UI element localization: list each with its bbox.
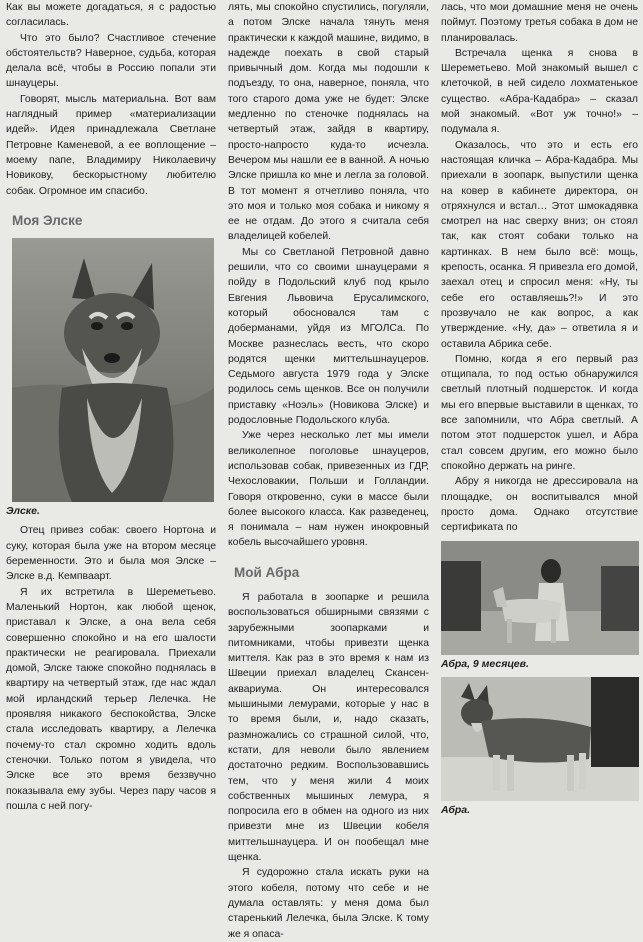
paragraph-thought: Говорят, мысль материальна. Вот вам наглядный пример «материализации идей». Идея принадлежала Светлане Петровне Каменевой, а ее воплощение – моему папе, Владимиру Николаевичу Новикову, бескорыстному любителю собак. Огромное им спасибо. [6, 93, 216, 197]
paragraph-meet: Встречала щенка я снова в Шереметьево. Мой знакомый вышел с клеточкой, в ней сидело лохматенькое существо. «Абра-Кадабра» – сказал мой знакомый. «Вот уж точно!» – подумала я. [441, 47, 638, 136]
photo-elske [12, 238, 214, 502]
photo-caption-abra-9-months: Абра, 9 месяцев. [441, 658, 529, 671]
photo-abra [441, 677, 639, 801]
column-2 [228, 0, 429, 940]
column-1 [6, 0, 216, 812]
section-title-abra: Мой Абра [234, 564, 300, 580]
section-title-elske: Моя Элске [12, 212, 83, 228]
paragraph-father: Отец привез собак: своего Нортона и суку, которая была уже на втором месяце беременности. Это и была моя Элске – Элске в.д. Кемпваарт. [6, 525, 216, 583]
paragraph-zoo: Я работала в зоопарке и решила воспользоваться обширными связями с зарубежными зоопарками и питомниками, чтобы привезти щенка миттеля. Как раз в это время к нам из Швеции приехал владелец Скансен-аквариума. Он интересовался мышиными лемурами, которые у нас в то время были, и, надо сказать, размножались со страшной силой, что, кстати, для неволи было явлением достаточно редким. Воспользовавшись тем, что у меня жили 4 моих собственных мышиных лемура, я попросила его в обмен на одного из них привезти мне из Швеции кобеля миттельшнауцера. И он пообещал мне щенка. [228, 591, 429, 864]
paragraph-walk: лять, мы спокойно спустились, погуляли, а потом Элске начала тянуть меня практически к каждой машине, видимо, в надежде поехать в свой старый привычный дом. Когда мы подошли к подъезду, то она, наверное, поняла, что того старого дома уже не будет: Элске медленно по стеночке поднялась на четвертый этаж, зайдя в квартиру, просто-напросто куда-то исчезла. Вечером мы нашли ее в ванной. А ночью Элске пришла ко мне и легла за головой. В тот момент я отчетливо поняла, что это моя и только моя собака и никому я ее не отдам. До этого я считала себя владелицей кобелей. [228, 2, 429, 243]
paragraph-search: Я судорожно стала искать руки на этого кобеля, потому что себе и не думала оставлять: у меня дома был старенький Лелечка, была Элске. К тому же я опаса- [228, 867, 429, 940]
paragraph-top: лась, что мои домашние меня не очень поймут. Поэтому третья собака в дом не планировалась. [441, 2, 638, 44]
photo-caption-elske: Элске. [6, 505, 40, 518]
paragraph-met: Я их встретила в Шереметьево. Маленький Нортон, как любой щенок, приставал к Элске, а она вела себя совершенно спокойно и на его шалости практически не реагировала. Приехали домой, Элске также спокойно поднялась в квартиру на четвертый этаж, где нас ждал мой ирландский терьер Лелечка. Не проявляя никакого беспокойства, Элске стала исследовать квартиру, а Лелечка почему-то стал скромно ходить вдоль стеночки. Только потом я увидела, что Элске все это время беззвучно показывала ему зубы. Через пару часов я пошла с ней погу- [6, 586, 216, 812]
paragraph-question: Что это было? Счастливое стечение обстоятельств? Наверное, судьба, которая делала всё, чтобы в Россию попали эти шнауцеры. [6, 32, 216, 90]
column-3 [441, 0, 638, 816]
paragraph-years: Уже через несколько лет мы имели великолепное поголовье шнауцеров, использовав собак, привезенных из ГДР, Чехословакии, Польши и Голландии. Говоря откровенно, суки в массе были более высокого класса. Как разведенец, я понимала – нам нужен инокровный кобель высочайшего уровня. [228, 430, 429, 549]
dog-show-photo [441, 541, 639, 655]
paragraph-intro: Как вы можете догадаться, я с радостью согласилась. [6, 2, 216, 29]
photo-caption-abra: Абра. [441, 803, 470, 816]
paragraph-name: Оказалось, что это и есть его настоящая кличка – Абра-Кадабра. Мы приехали в зоопарк, выпустили щенка на ковер в кабинете директора, он отряхнулся и встал… Этот шмокадявка смотрел на нас сверху вниз; он стоял так, как стоят собаки только на картинках. В нем было всё: мощь, крепость, осанка. Я привезла его домой, заехал отец и спросил меня: «Ну, ты себе его оставляешь?!» И это прозвучало не как вопрос, а как утверждение. «Ну, да» – ответила я и оставила Абрика себе. [441, 139, 638, 350]
dog-photo-abra [441, 677, 639, 801]
photo-abra-9-months [441, 541, 639, 655]
paragraph-remember: Помню, когда я его первый раз отщипала, то под остью обнаружился светлый плотный подшерсток. И когда мы его впервые выставили в щенках, то все запомнили, что Абра светлый. А потом этот подшерсток ушел, и Абра стал совсем другим, его можно было спокойно держать на ринге. [441, 353, 638, 472]
dog-photo-elske [12, 238, 214, 502]
paragraph-club: Мы со Светланой Петровной давно решили, что со своими шнауцерами я пойду в Подольский клуб под крыло Евгения Львовича Ерусалимского, который обосновался там с доберманами, уйдя из МГОЛСа. По Москве разнеслась весть, что скоро родятся щенки миттельшнауцеров. Седьмого августа 1979 года у Элске родилось семь щенков. Все он получили приставку «Ноэль» (Новикова Элске) и родословные Подольского клуба. [228, 246, 429, 427]
paragraph-never: Абру я никогда не дрессировала на площадке, он воспитывался мной просто дома. Однако отсутствие сертификата по [441, 476, 638, 534]
